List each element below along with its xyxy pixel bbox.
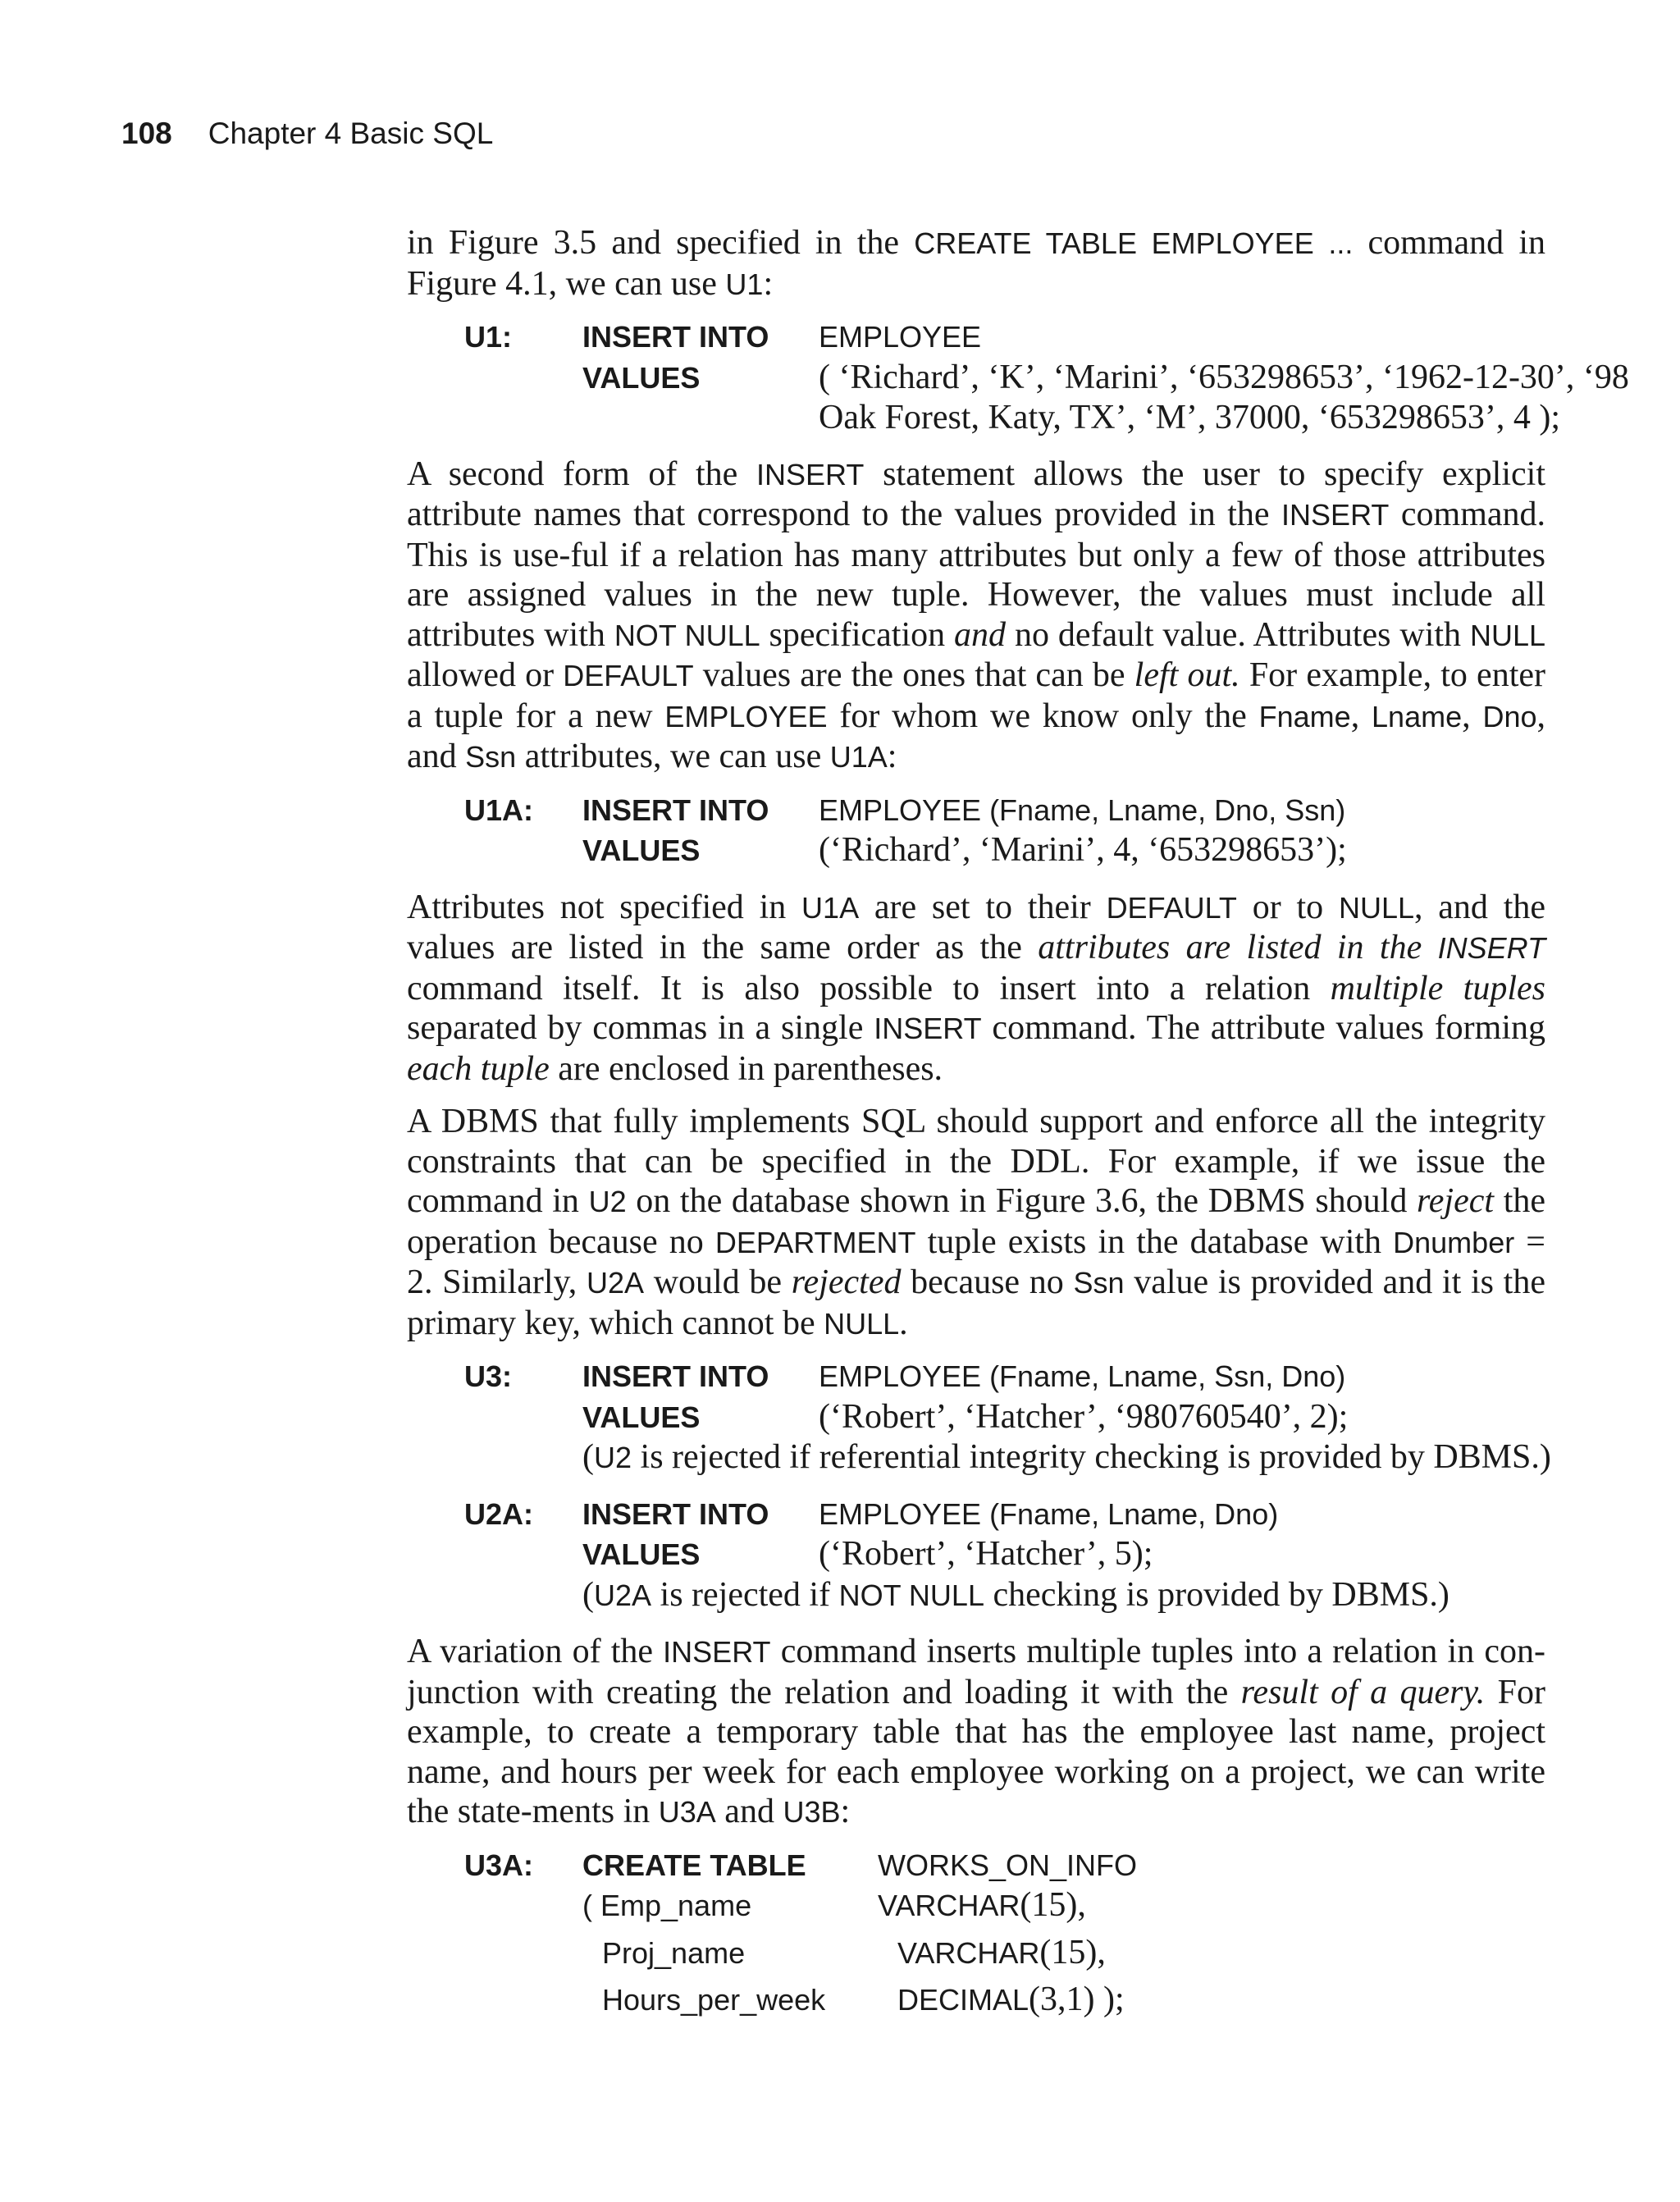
code-block-u3	[407, 1357, 1551, 1478]
code-line	[407, 1846, 1545, 1886]
statement-label: U1A:	[464, 793, 534, 827]
sql-term: INSERT	[1281, 498, 1390, 532]
column-name: ( Emp_name	[582, 1889, 752, 1922]
column-definition	[407, 1885, 1545, 1933]
text: (	[582, 1575, 594, 1614]
sql-term: U2	[594, 1441, 632, 1474]
column-type	[897, 1933, 1106, 1980]
text: :	[840, 1793, 851, 1830]
sql-term: U3A	[658, 1795, 716, 1829]
type-name: DECIMAL	[897, 1983, 1029, 2017]
text: is rejected if referential integrity checking is provided by DBMS.)	[632, 1438, 1551, 1476]
chapter-title: Chapter 4 Basic SQL	[208, 116, 494, 150]
text: , and	[407, 697, 1545, 775]
text: command in Figure 4.1, we can use	[407, 224, 1545, 303]
text: command. The attribute values forming	[981, 1009, 1546, 1047]
table-columns: EMPLOYEE (Fname, Lname, Dno)	[819, 1496, 1279, 1531]
sql-term: U1	[725, 267, 764, 301]
text: on the database shown in Figure 3.6, the DBMS should	[626, 1182, 1417, 1220]
sql-term: NOT NULL	[838, 1578, 984, 1612]
sql-term: U3B	[783, 1795, 841, 1829]
sql-keyword: INSERT INTO	[582, 793, 769, 827]
code-note	[582, 1575, 1545, 1616]
type-name: VARCHAR	[878, 1889, 1020, 1922]
code-block-u1a	[407, 791, 1545, 871]
sql-values: ( ‘Richard’, ‘K’, ‘Marini’, ‘653298653’, ‘1962-12-30’, ‘98	[819, 358, 1629, 396]
emphasis: result of a query.	[1240, 1673, 1486, 1711]
text: , and the values are listed in the same order as the	[407, 888, 1546, 966]
text: specification	[760, 615, 955, 654]
text: allowed or	[407, 656, 564, 694]
text: and	[715, 1793, 783, 1830]
column-name: Proj_name	[602, 1935, 746, 1970]
column-type	[897, 1980, 1125, 2027]
emphasis: each tuple	[407, 1049, 550, 1088]
type-name: VARCHAR	[897, 1935, 1040, 1970]
text: command itself. It is also possible to insert into a relation	[407, 969, 1331, 1007]
text: statement allows the user to specify explicit attribute names that correspond to the values provided in the	[407, 455, 1545, 533]
type-length: (15),	[1020, 1886, 1086, 1924]
text: For example, to enter a tuple for a new	[407, 656, 1545, 735]
sql-keyword: INSERT INTO	[582, 320, 769, 354]
sql-keyword: VALUES	[582, 1400, 701, 1434]
statement-label: U1:	[464, 320, 513, 354]
type-length: (3,1) );	[1029, 1980, 1125, 2018]
column-definition	[407, 1980, 1545, 2027]
sql-keyword: CREATE TABLE	[582, 1848, 806, 1882]
sql-term: NULL	[824, 1306, 900, 1341]
text: For example, to create a temporary table that has the employee last name, project name, and hours per week for each employee working on a project, we can write the state-ments in	[407, 1673, 1545, 1830]
text: separated by commas in a single	[407, 1009, 874, 1047]
text: would be	[644, 1263, 792, 1301]
text: are enclosed in parentheses.	[549, 1049, 943, 1088]
text: the operation because no	[407, 1182, 1546, 1261]
code-line	[407, 830, 1545, 871]
column-name: Hours_per_week	[602, 1983, 826, 2017]
emphasis: multiple tuples	[1330, 969, 1545, 1007]
page-content	[407, 223, 1629, 2044]
sql-term: U1A	[829, 740, 888, 774]
text: :	[887, 738, 897, 775]
code-line	[407, 358, 1629, 399]
sql-values-continued: Oak Forest, Katy, TX’, ‘M’, 37000, ‘653298653’, 4 );	[819, 399, 1561, 436]
text: for whom we know only the	[827, 697, 1259, 735]
sql-term: INSERT	[874, 1012, 982, 1045]
code-line	[407, 1534, 1545, 1575]
sql-term: INSERT	[663, 1635, 771, 1669]
text: because no	[901, 1263, 1074, 1301]
paragraph-integrity-constraints	[407, 1102, 1545, 1344]
text: no default value. Attributes with	[1006, 615, 1470, 654]
sql-term: Dno	[1482, 699, 1537, 733]
sql-keyword: INSERT INTO	[582, 1359, 769, 1393]
sql-term: DEPARTMENT	[714, 1225, 916, 1259]
sql-keyword: VALUES	[582, 1537, 701, 1571]
text: value is provided and it is the primary key, which cannot be	[407, 1263, 1545, 1342]
text: in Figure 3.5 and specified in the	[407, 224, 915, 262]
sql-keyword: VALUES	[582, 834, 701, 867]
sql-term: DEFAULT	[563, 659, 694, 692]
statement-label: U3A:	[464, 1848, 534, 1882]
column-type	[878, 1885, 1086, 1933]
code-line	[407, 791, 1545, 831]
sql-term-emphasis: INSERT	[1437, 931, 1545, 965]
sql-keyword: INSERT INTO	[582, 1496, 769, 1531]
text: tuple exists in the database with	[915, 1222, 1394, 1261]
code-line	[407, 1357, 1545, 1397]
sql-term: NULL	[1469, 618, 1546, 652]
table-name: EMPLOYEE	[819, 320, 982, 354]
sql-term: NULL	[1338, 890, 1414, 925]
code-block-u1	[407, 318, 1629, 438]
text: (	[582, 1438, 594, 1476]
text: A variation of the	[407, 1633, 664, 1670]
text: A DBMS that fully implements SQL should support and enforce all the integrity constraints that can be specified in the DDL. For example, if we issue the command in	[407, 1103, 1545, 1220]
code-block-u3a	[407, 1846, 1545, 2027]
code-line	[407, 318, 1545, 358]
sql-values: (‘Robert’, ‘Hatcher’, ‘980760540’, 2);	[819, 1397, 1349, 1436]
emphasis: reject	[1416, 1182, 1495, 1220]
code-line	[407, 1495, 1545, 1535]
sql-term: Dnumber	[1393, 1225, 1515, 1259]
sql-term: Fname	[1258, 699, 1351, 733]
emphasis: rejected	[791, 1263, 902, 1301]
text: A second form of the	[407, 455, 757, 493]
emphasis: and	[954, 615, 1007, 654]
sql-keyword: VALUES	[582, 360, 701, 395]
page-number: 108	[121, 116, 172, 150]
type-length: (15),	[1039, 1933, 1106, 1971]
sql-term: U2A	[587, 1266, 645, 1300]
code-line	[407, 1397, 1545, 1438]
sql-term: DEFAULT	[1106, 890, 1237, 925]
paragraph-second-form	[407, 455, 1545, 778]
text: values are the ones that can be	[693, 656, 1134, 694]
column-definition	[407, 1933, 1545, 1980]
sql-term: INSERT	[756, 457, 865, 491]
paragraph-insert-variation	[407, 1632, 1545, 1833]
running-header	[121, 116, 493, 151]
table-columns: EMPLOYEE (Fname, Lname, Dno, Ssn)	[819, 793, 1346, 827]
sql-term: U1A	[801, 890, 860, 925]
table-name: WORKS_ON_INFO	[878, 1848, 1138, 1882]
code-note	[582, 1437, 1551, 1478]
paragraph-intro	[407, 223, 1545, 304]
sql-term: U2A	[594, 1578, 652, 1612]
emphasis: left out.	[1134, 656, 1240, 694]
statement-label: U3:	[464, 1359, 513, 1393]
sql-term: NOT NULL	[614, 618, 760, 652]
text: .	[899, 1304, 908, 1342]
paragraph-attributes-not-specified	[407, 888, 1545, 1090]
sql-term: Lname	[1372, 699, 1463, 733]
text: checking is provided by DBMS.)	[984, 1575, 1449, 1614]
sql-term: Ssn	[1073, 1266, 1125, 1300]
text: attributes, we can use	[516, 738, 830, 775]
sql-values: (‘Robert’, ‘Hatcher’, 5);	[819, 1535, 1153, 1573]
text: are set to their	[859, 888, 1107, 926]
statement-label: U2A:	[464, 1496, 534, 1531]
sql-term: CREATE TABLE EMPLOYEE ...	[914, 226, 1354, 260]
code-block-u2a	[407, 1495, 1545, 1616]
emphasis: attributes are listed in the	[1038, 929, 1438, 966]
sql-values: (‘Richard’, ‘Marini’, 4, ‘653298653’);	[819, 831, 1347, 869]
text: or to	[1236, 888, 1339, 926]
text: Attributes not specified in	[407, 888, 802, 926]
text: is rejected if	[651, 1575, 839, 1614]
text: command inserts multiple tuples into a relation in con-junction with creating the relation and loading it with the	[407, 1633, 1545, 1711]
text: = 2. Similarly,	[407, 1222, 1545, 1301]
sql-term: Ssn	[465, 740, 517, 774]
text: ,	[1462, 697, 1483, 735]
text: command. This is use-ful if a relation has many attributes but only a few of those attributes are assigned values in the new tuple. However, the values must include all attributes with	[407, 496, 1546, 654]
text: :	[763, 264, 774, 303]
sql-term: EMPLOYEE	[664, 699, 828, 733]
text: ,	[1350, 697, 1372, 735]
sql-term: U2	[588, 1185, 627, 1218]
table-columns: EMPLOYEE (Fname, Lname, Ssn, Dno)	[819, 1359, 1346, 1393]
